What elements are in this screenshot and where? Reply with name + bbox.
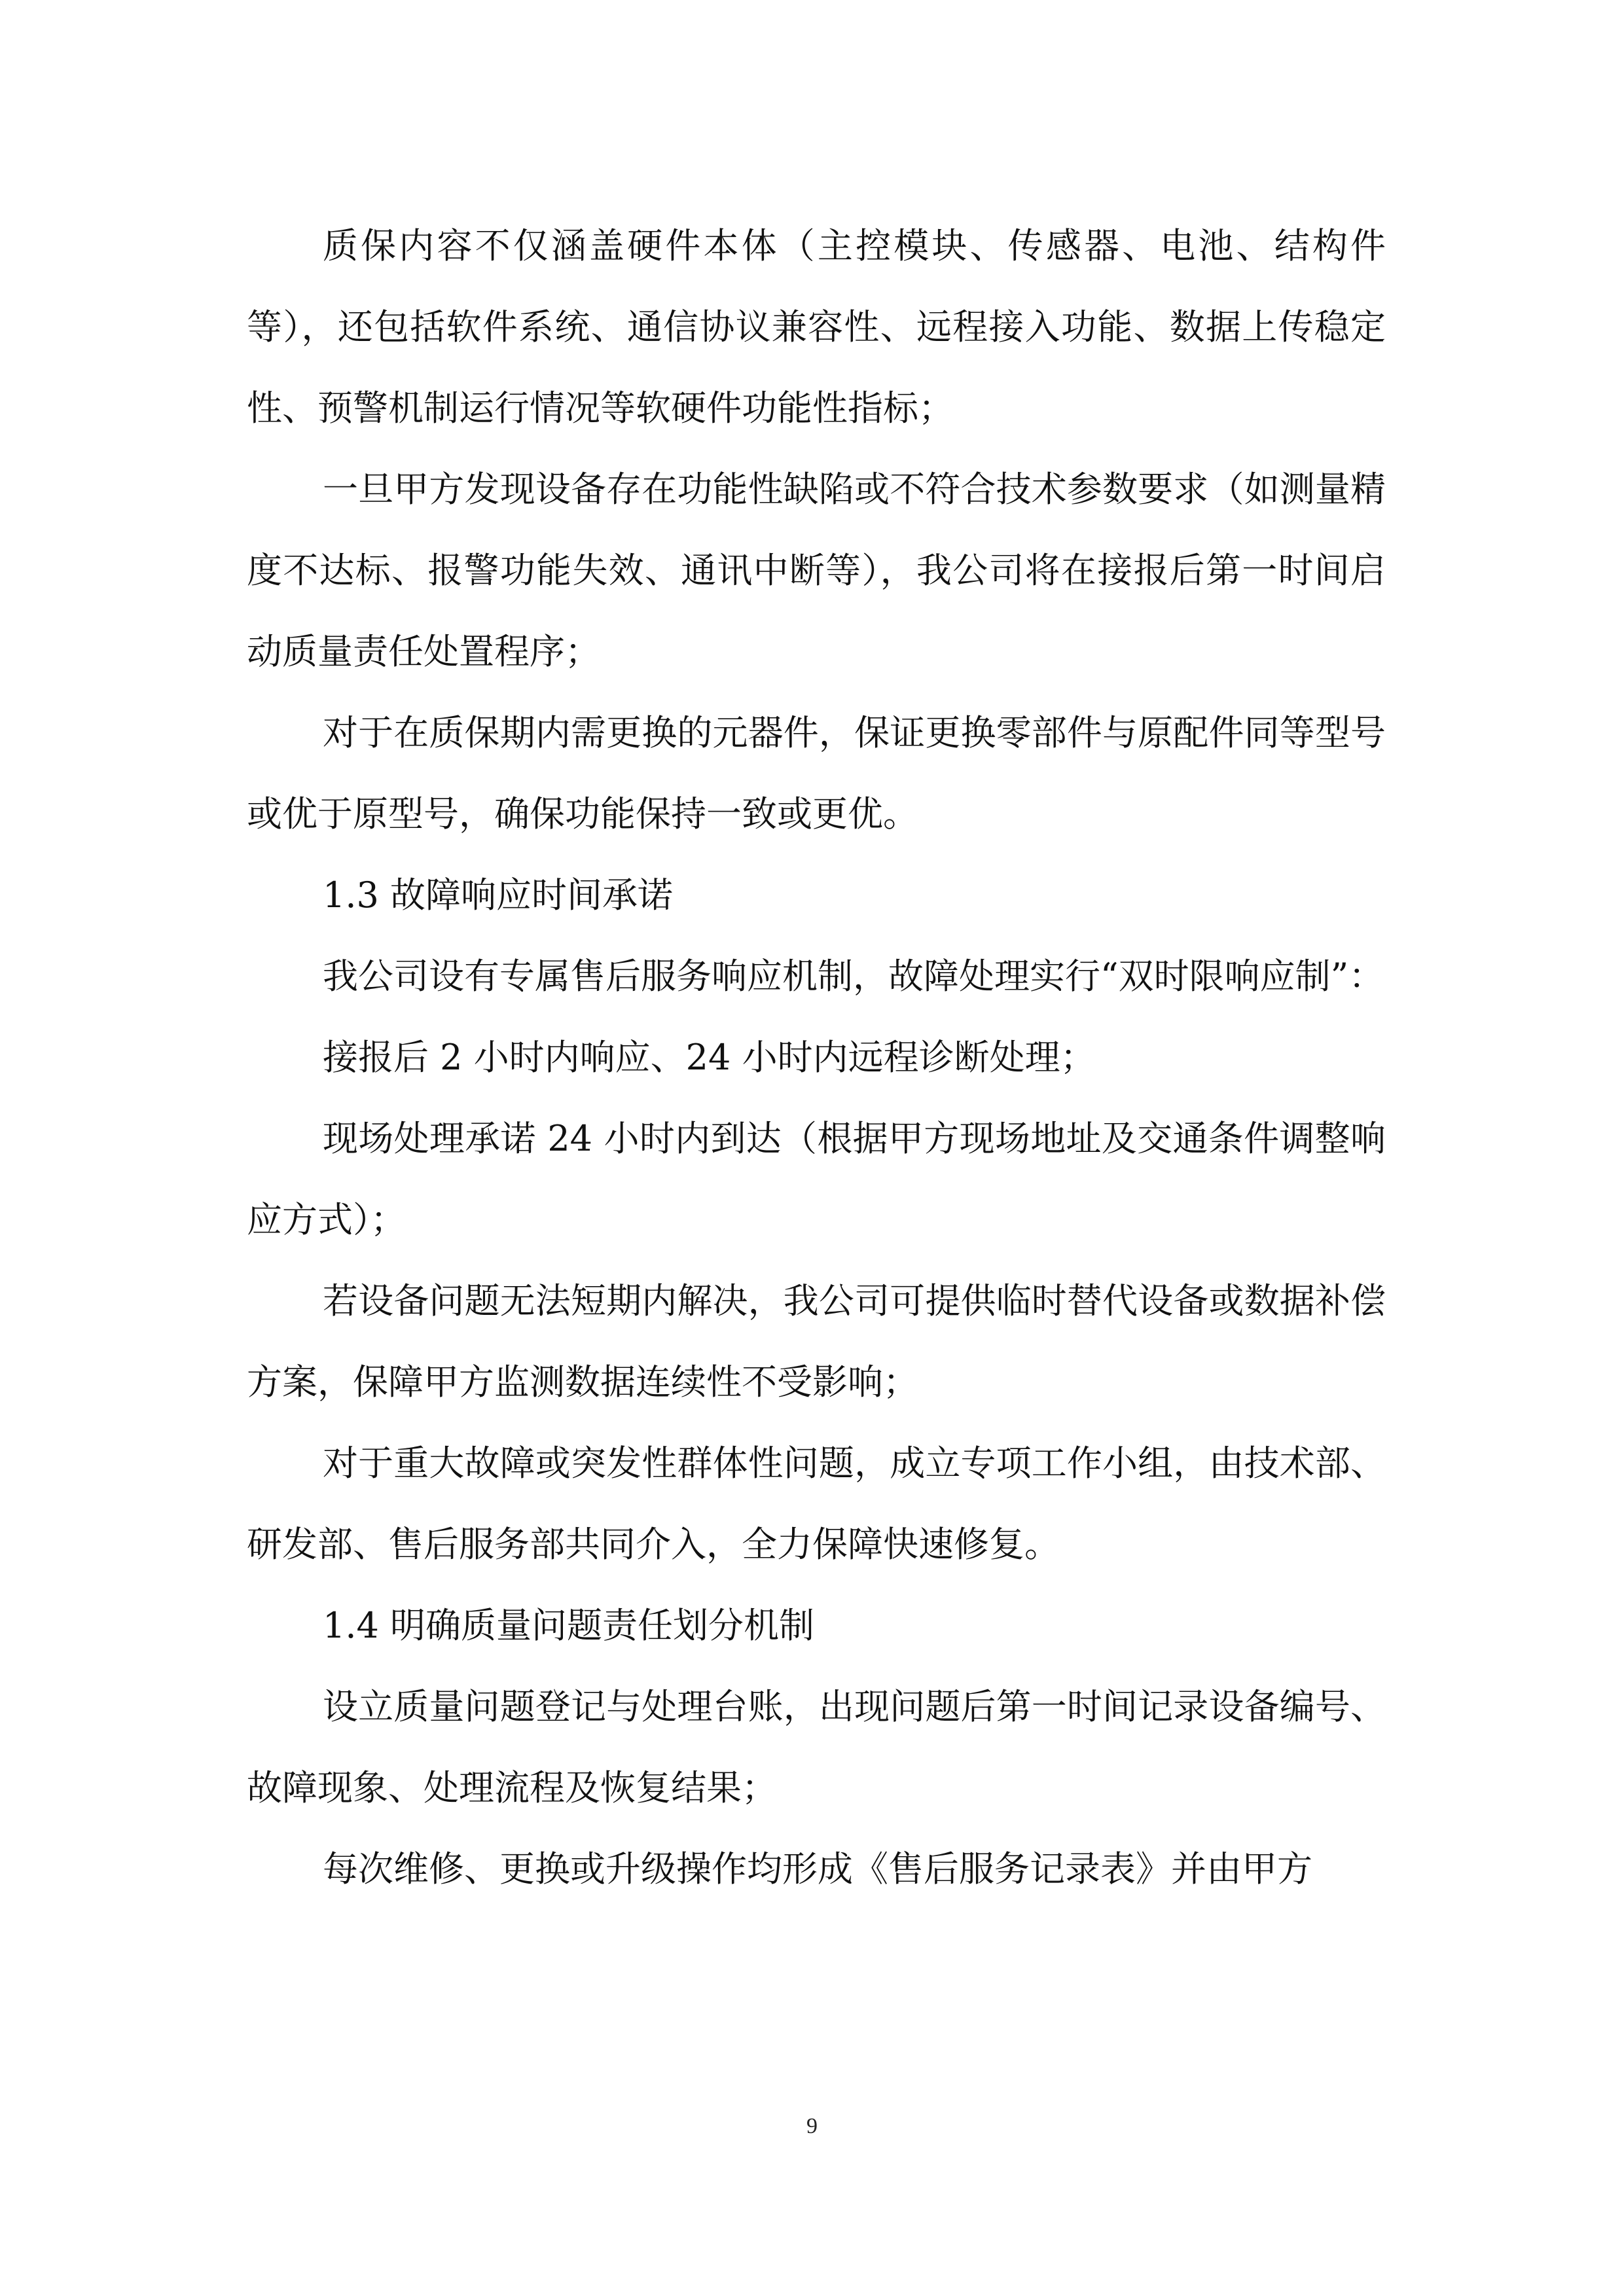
page-number: 9 [806,2114,818,2138]
paragraph-remote-response: 接报后 2 小时内响应、24 小时内远程诊断处理； [323,1037,1096,1078]
paragraph-service-record: 每次维修、更换或升级操作均形成《售后服务记录表》并由甲方 [323,1848,1312,1890]
paragraph-issue-ledger: 设立质量问题登记与处理台账，出现问题后第一时间记录设备编号、故障现象、处理流程及恢复结果； [247,1686,1386,1808]
paragraph-parts-replacement: 对于在质保期内需更换的元器件，保证更换零部件与原配件同等型号或优于原型号，确保功能保持一致或更优。 [247,712,1386,834]
section-heading-1-4: 1.4 明确质量问题责任划分机制 [323,1605,815,1646]
paragraph-temporary-replacement: 若设备问题无法短期内解决，我公司可提供临时替代设备或数据补偿方案，保障甲方监测数据连续性不受影响； [247,1280,1386,1403]
paragraph-onsite-response: 现场处理承诺 24 小时内到达（根据甲方现场地址及交通条件调整响应方式）； [247,1118,1386,1240]
paragraph-defect-handling: 一旦甲方发现设备存在功能性缺陷或不符合技术参数要求（如测量精度不达标、报警功能失效、通讯中断等），我公司将在接报后第一时间启动质量责任处置程序； [247,469,1386,672]
section-heading-1-3: 1.3 故障响应时间承诺 [323,874,674,916]
document-body [247,206,1386,1910]
paragraph-response-mechanism: 我公司设有专属售后服务响应机制，故障处理实行“双时限响应制”： [323,956,1384,997]
paragraph-major-fault: 对于重大故障或突发性群体性问题，成立专项工作小组，由技术部、研发部、售后服务部共同介入，全力保障快速修复。 [247,1443,1386,1565]
paragraph-warranty-scope: 质保内容不仅涵盖硬件本体（主控模块、传感器、电池、结构件等），还包括软件系统、通信协议兼容性、远程接入功能、数据上传稳定性、预警机制运行情况等软硬件功能性指标； [247,225,1386,429]
